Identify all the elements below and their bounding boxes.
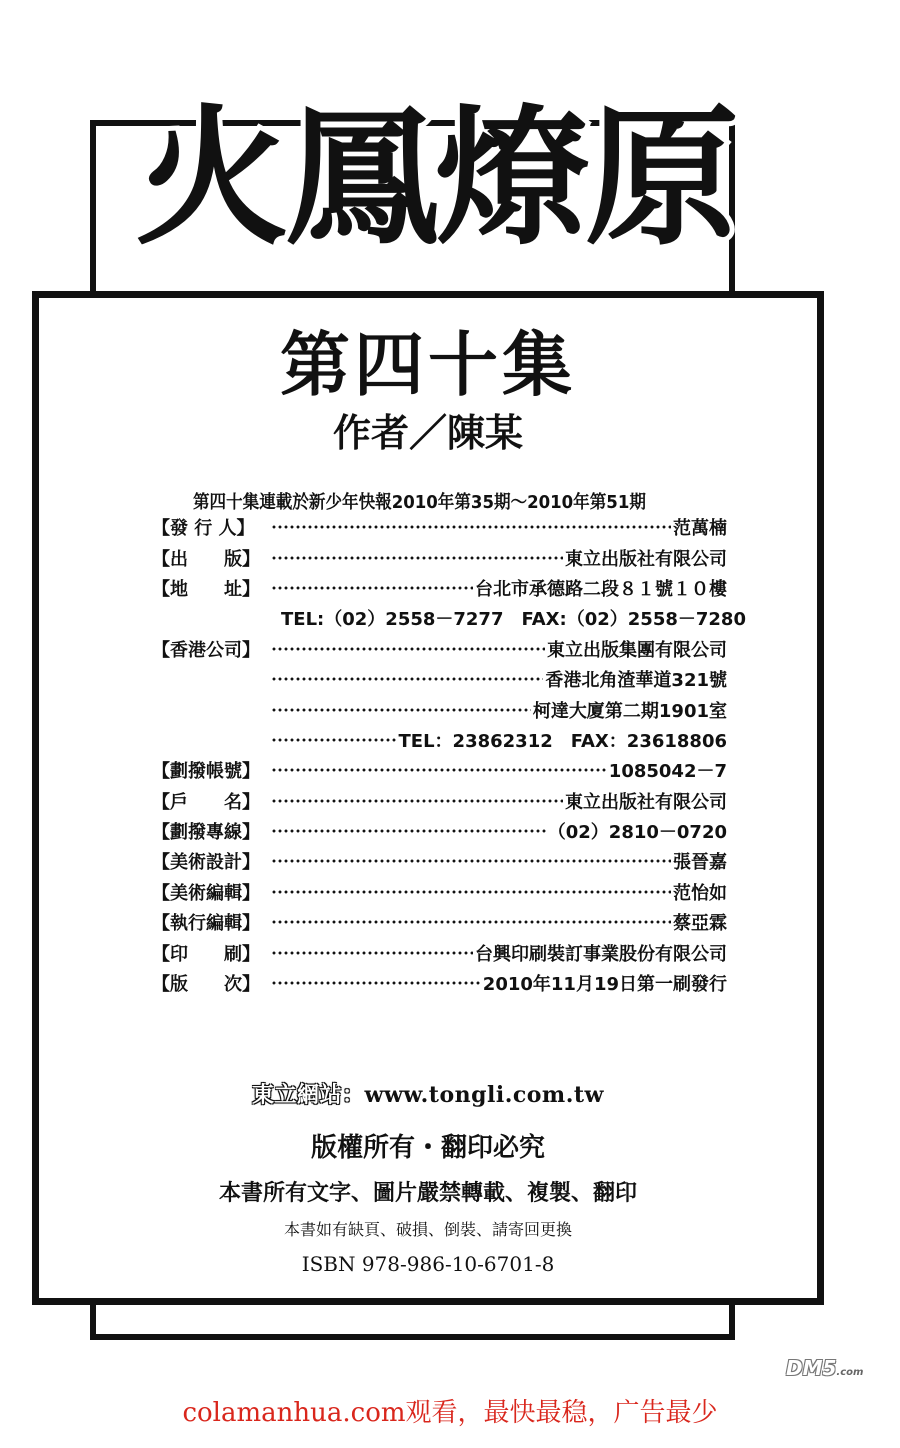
credit-value: 2010年11月19日第一刷發行 (482, 974, 727, 996)
credit-value: （02）2810－0720 (547, 822, 727, 844)
credit-value: TEL：23862312 FAX：23618806 (398, 730, 727, 752)
credit-value: 范萬楠 (673, 518, 727, 540)
credits-list (152, 512, 746, 998)
leader-dots (271, 981, 481, 985)
credit-value: 蔡亞霖 (673, 913, 727, 935)
credit-row (152, 573, 727, 603)
credit-row (152, 816, 727, 846)
credit-label: 【執行編輯】 (152, 913, 260, 935)
credit-label: 【劃撥帳號】 (152, 761, 260, 783)
credit-value: 范怡如 (673, 882, 727, 904)
leader-dots (271, 586, 473, 590)
credit-label: 【戶 名】 (152, 791, 260, 813)
credit-row (152, 664, 727, 694)
watermark-text: colamanhua.com观看，最快最稳，广告最少 (182, 1398, 718, 1428)
leader-dots (271, 738, 397, 742)
credit-row (152, 603, 746, 633)
replacement-note: 本書如有缺頁、破損、倒裝、請寄回更換 (283, 1220, 572, 1239)
book-title: 火鳳燎原 (135, 92, 738, 266)
credit-value: 台興印刷裝訂事業股份有限公司 (475, 943, 727, 965)
copyright-notice: 版權所有・翻印必究 (310, 1133, 545, 1163)
website-label: 東立網站： (252, 1082, 365, 1108)
credit-value: 台北市承德路二段８１號１０樓 (475, 578, 727, 600)
leader-dots (271, 708, 531, 712)
credit-value: 東立出版社有限公司 (565, 791, 727, 813)
credit-row (152, 968, 727, 998)
credit-row (152, 634, 727, 664)
credit-row (152, 725, 727, 755)
dm5-logo (786, 1356, 863, 1380)
website-url[interactable]: www.tongli.com.tw (364, 1082, 604, 1108)
credit-label: 【版 次】 (152, 974, 260, 996)
credit-row (152, 846, 727, 876)
credit-label: 【地 址】 (152, 578, 260, 600)
leader-dots (271, 951, 473, 955)
credit-value: 1085042－7 (608, 761, 727, 783)
credit-label: 【印 刷】 (152, 943, 260, 965)
leader-dots (271, 525, 671, 529)
website-line (39, 1078, 817, 1109)
credit-value: 張晉嘉 (673, 852, 727, 874)
leader-dots (271, 768, 607, 772)
credit-value: 柯達大廈第二期1901室 (532, 700, 727, 722)
credit-value: 東立出版社有限公司 (565, 548, 727, 570)
serialization-note: 第四十集連載於新少年快報2010年第35期～2010年第51期 (193, 492, 646, 513)
credit-label: 【美術編輯】 (152, 882, 260, 904)
isbn: ISBN 978-986-10-6701-8 (301, 1252, 555, 1276)
credit-label: 【出 版】 (152, 548, 260, 570)
credit-label: 【劃撥專線】 (152, 822, 260, 844)
colophon-panel (32, 291, 824, 1305)
credit-row (152, 877, 727, 907)
leader-dots (271, 920, 671, 924)
credit-row (152, 694, 727, 724)
leader-dots (271, 859, 671, 863)
volume-title: 第四十集 (280, 323, 576, 406)
colophon-footer (39, 1078, 817, 1276)
reproduction-ban: 本書所有文字、圖片嚴禁轉載、複製、翻印 (218, 1180, 637, 1206)
author-line: 作者／陳某 (332, 410, 523, 455)
leader-dots (271, 647, 545, 651)
credit-value: TEL:（02）2558－7277 FAX:（02）2558－7280 (281, 609, 746, 631)
leader-dots (271, 677, 543, 681)
leader-dots (271, 799, 563, 803)
title-logo (120, 40, 750, 280)
credit-row (152, 755, 727, 785)
leader-dots (271, 556, 563, 560)
credit-value: 東立出版集團有限公司 (547, 639, 727, 661)
credit-label: 【發 行 人】 (152, 518, 255, 540)
dm5-logo-text: DM5 (786, 1356, 837, 1380)
dm5-logo-suffix: .com (836, 1367, 864, 1378)
credit-row (152, 512, 727, 542)
leader-dots (271, 829, 546, 833)
credit-label: 【美術設計】 (152, 852, 260, 874)
credit-row (152, 786, 727, 816)
credit-row (152, 907, 727, 937)
credit-label: 【香港公司】 (152, 639, 260, 661)
credit-value: 香港北角渣華道321號 (545, 670, 727, 692)
credit-row (152, 937, 727, 967)
leader-dots (271, 890, 671, 894)
credit-row (152, 542, 727, 572)
